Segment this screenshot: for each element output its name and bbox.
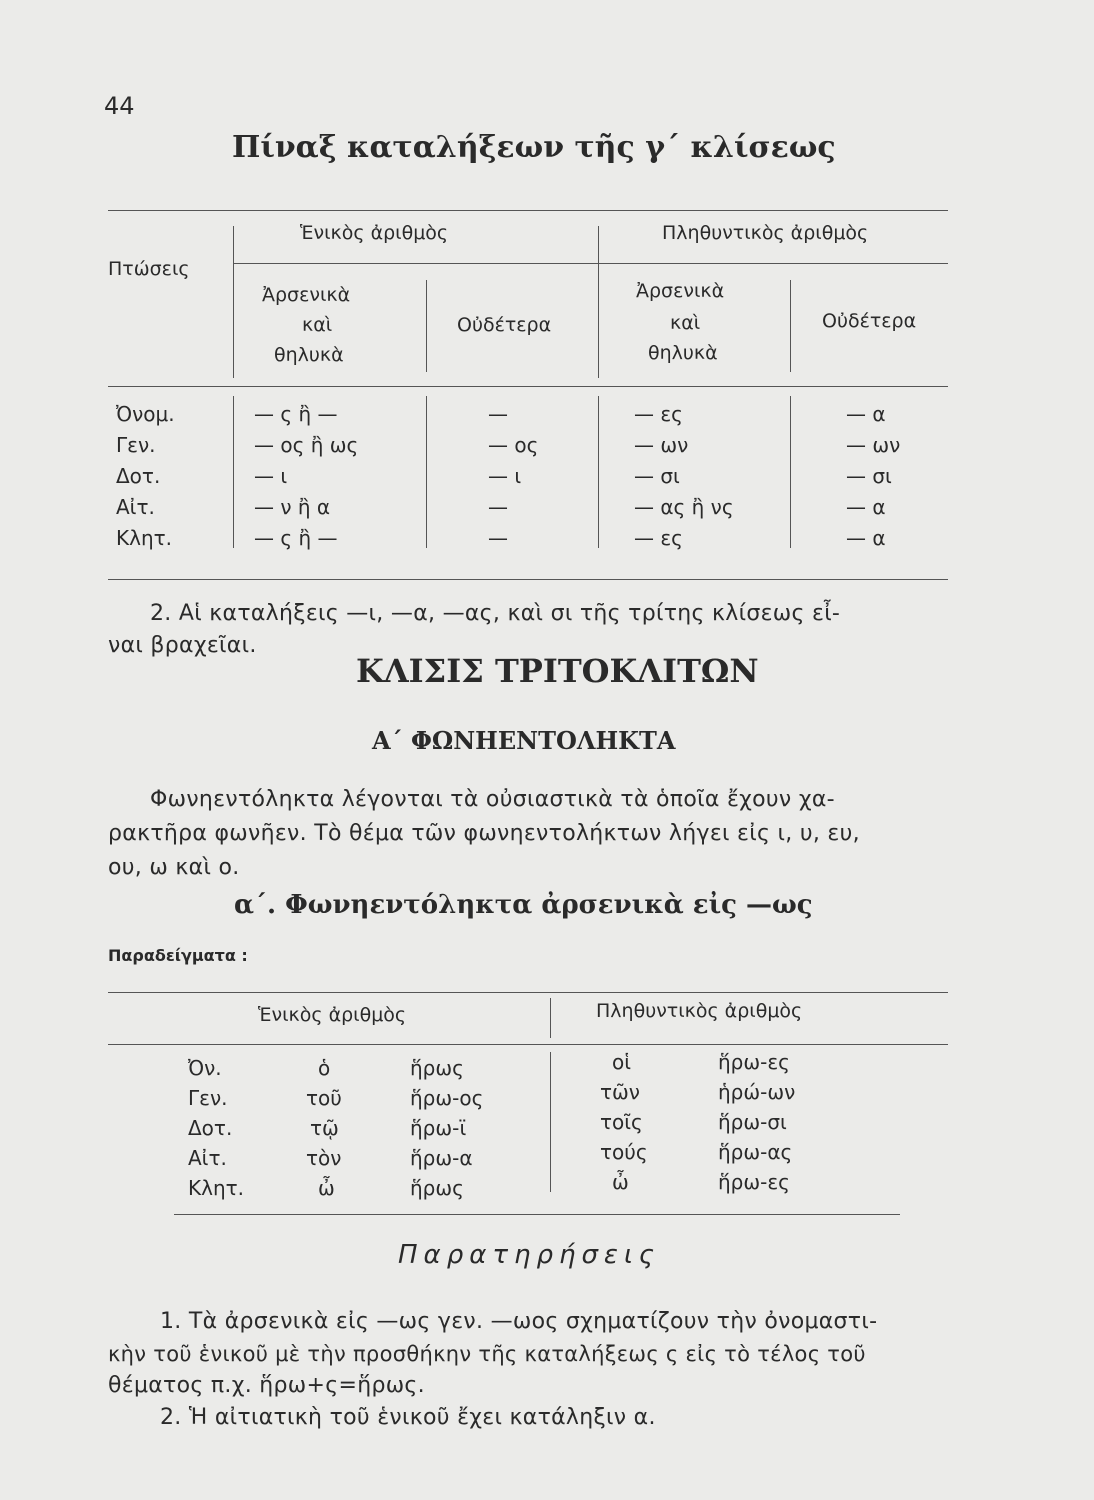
case-label: Γεν.: [116, 433, 156, 457]
noun-form: ἥρω-ας: [718, 1140, 793, 1164]
case-label: Κλητ.: [116, 526, 173, 550]
noun-form: ἥρως: [410, 1056, 464, 1080]
ending-cell: — ος ἢ ως: [254, 433, 359, 457]
table-rule-top: [108, 992, 948, 993]
singular-header: Ἑνικὸς ἀριθμὸς: [258, 1004, 407, 1026]
masc-fem-header: Ἀρσενικὰ: [262, 284, 351, 306]
masc-fem-header: θηλυκὰ: [274, 344, 344, 366]
examples-label: Παραδείγματα :: [108, 946, 248, 965]
article: ὦ: [318, 1176, 335, 1200]
article: τὸν: [306, 1146, 342, 1170]
category-heading: α΄. Φωνηεντόληκτα ἀρσενικὰ εἰς —ως: [234, 890, 813, 920]
table-rule-head: [108, 1044, 948, 1045]
table-rule-head: [108, 386, 948, 387]
cases-header: Πτώσεις: [108, 258, 190, 280]
ending-cell: —: [488, 526, 508, 550]
masc-fem-header: καὶ: [302, 314, 333, 336]
ending-cell: — ς ἢ —: [254, 526, 338, 550]
note-line: 2. Αἱ καταλήξεις —ι, —α, —ας, καὶ σι τῆς τρίτης κλίσεως εἶ-: [150, 601, 841, 626]
noun-form: ἡρώ-ων: [718, 1080, 796, 1104]
plural-header: Πληθυντικὸς ἀριθμὸς: [596, 1000, 803, 1022]
observation-line: κὴν τοῦ ἑνικοῦ μὲ τὴν προσθήκην τῆς καταλήξεως ς εἰς τὸ τέλος τοῦ: [108, 1342, 866, 1366]
ending-cell: — ας ἢ νς: [634, 495, 734, 519]
paragraph-line: Φωνηεντόληκτα λέγονται τὰ οὐσιαστικὰ τὰ ὁποῖα ἔχουν χα-: [150, 787, 835, 812]
article: τοῖς: [600, 1110, 643, 1134]
noun-form: ἥρω-ες: [718, 1170, 790, 1194]
page-number: 44: [104, 92, 135, 120]
ending-cell: — ν ἢ α: [254, 495, 331, 519]
case-label: Ὀν.: [188, 1056, 222, 1080]
ending-cell: — ι: [254, 464, 288, 488]
ending-cell: —: [488, 495, 508, 519]
ending-cell: — α: [846, 495, 886, 519]
article: οἱ: [612, 1050, 632, 1074]
ending-cell: —: [488, 402, 508, 426]
subsection-heading: Α΄ ΦΩΝΗΕΝΤΟΛΗΚΤΑ: [372, 726, 676, 755]
table-divider: [233, 396, 234, 548]
noun-form: ἥρω-ϊ: [410, 1116, 467, 1140]
case-label: Γεν.: [188, 1086, 228, 1110]
noun-form: ἥρω-ος: [410, 1086, 484, 1110]
table-divider: [426, 396, 427, 548]
case-label: Αἰτ.: [188, 1146, 227, 1170]
noun-form: ἥρω-α: [410, 1146, 473, 1170]
article: τοῦ: [306, 1086, 342, 1110]
masc-fem-header: καὶ: [670, 312, 701, 334]
note-line: ναι βραχεῖαι.: [108, 633, 257, 658]
table-rule-bottom: [108, 579, 948, 580]
table-divider: [598, 226, 599, 378]
table-rule-top: [108, 210, 948, 211]
ending-cell: — ος: [488, 433, 539, 457]
article: ὦ: [612, 1170, 629, 1194]
singular-header: Ἑνικὸς ἀριθμὸς: [300, 222, 449, 244]
paragraph-line: ρακτῆρα φωνῆεν. Τὸ θέμα τῶν φωνηεντολήκτων λήγει εἰς ι, υ, ευ,: [108, 821, 860, 846]
neuter-header: Οὐδέτερα: [457, 314, 552, 336]
table-rule-bottom: [174, 1214, 900, 1215]
article: τούς: [600, 1140, 648, 1164]
section-heading: ΚΛΙΣΙΣ ΤΡΙΤΟΚΛΙΤΩΝ: [356, 652, 759, 690]
masc-fem-header: θηλυκὰ: [648, 342, 718, 364]
table-divider: [426, 280, 427, 372]
ending-cell: — ες: [634, 526, 683, 550]
observation-line: θέματος π.χ. ἥρω+ς=ἥρως.: [108, 1373, 425, 1398]
table-divider: [233, 226, 234, 378]
case-label: Αἰτ.: [116, 495, 155, 519]
observation-line: 2. Ἡ αἰτιατικὴ τοῦ ἑνικοῦ ἔχει κατάληξιν α.: [160, 1405, 656, 1430]
noun-form: ἥρω-σι: [718, 1110, 787, 1134]
table-divider: [790, 396, 791, 548]
case-label: Κλητ.: [188, 1176, 245, 1200]
table-divider: [790, 280, 791, 372]
masc-fem-header: Ἀρσενικὰ: [636, 280, 725, 302]
ending-cell: — σι: [634, 464, 680, 488]
table-divider: [598, 396, 599, 548]
article: ὁ: [318, 1056, 331, 1080]
ending-cell: — ων: [846, 433, 901, 457]
table-divider: [550, 1052, 551, 1192]
ending-cell: — α: [846, 402, 886, 426]
case-label: Δοτ.: [116, 464, 161, 488]
plural-header: Πληθυντικὸς ἀριθμὸς: [662, 222, 869, 244]
table-divider: [550, 998, 551, 1038]
noun-form: ἥρω-ες: [718, 1050, 790, 1074]
case-label: Ὀνομ.: [116, 402, 175, 426]
ending-cell: — σι: [846, 464, 892, 488]
ending-cell: — ων: [634, 433, 689, 457]
table-title: Πίναξ καταλήξεων τῆς γ΄ κλίσεως: [232, 130, 836, 165]
neuter-header: Οὐδέτερα: [822, 310, 917, 332]
table-rule-mid: [233, 263, 948, 264]
paragraph-line: ου, ω καὶ ο.: [108, 855, 240, 880]
ending-cell: — α: [846, 526, 886, 550]
case-label: Δοτ.: [188, 1116, 233, 1140]
noun-form: ἥρως: [410, 1176, 464, 1200]
article: τῷ: [310, 1116, 339, 1140]
article: τῶν: [600, 1080, 640, 1104]
ending-cell: — ς ἢ —: [254, 402, 338, 426]
ending-cell: — ες: [634, 402, 683, 426]
observations-title: Παρατηρήσεις: [398, 1240, 661, 1270]
observation-line: 1. Τὰ ἀρσενικὰ εἰς —ως γεν. —ωος σχηματίζουν τὴν ὀνομαστι-: [160, 1309, 878, 1334]
ending-cell: — ι: [488, 464, 522, 488]
